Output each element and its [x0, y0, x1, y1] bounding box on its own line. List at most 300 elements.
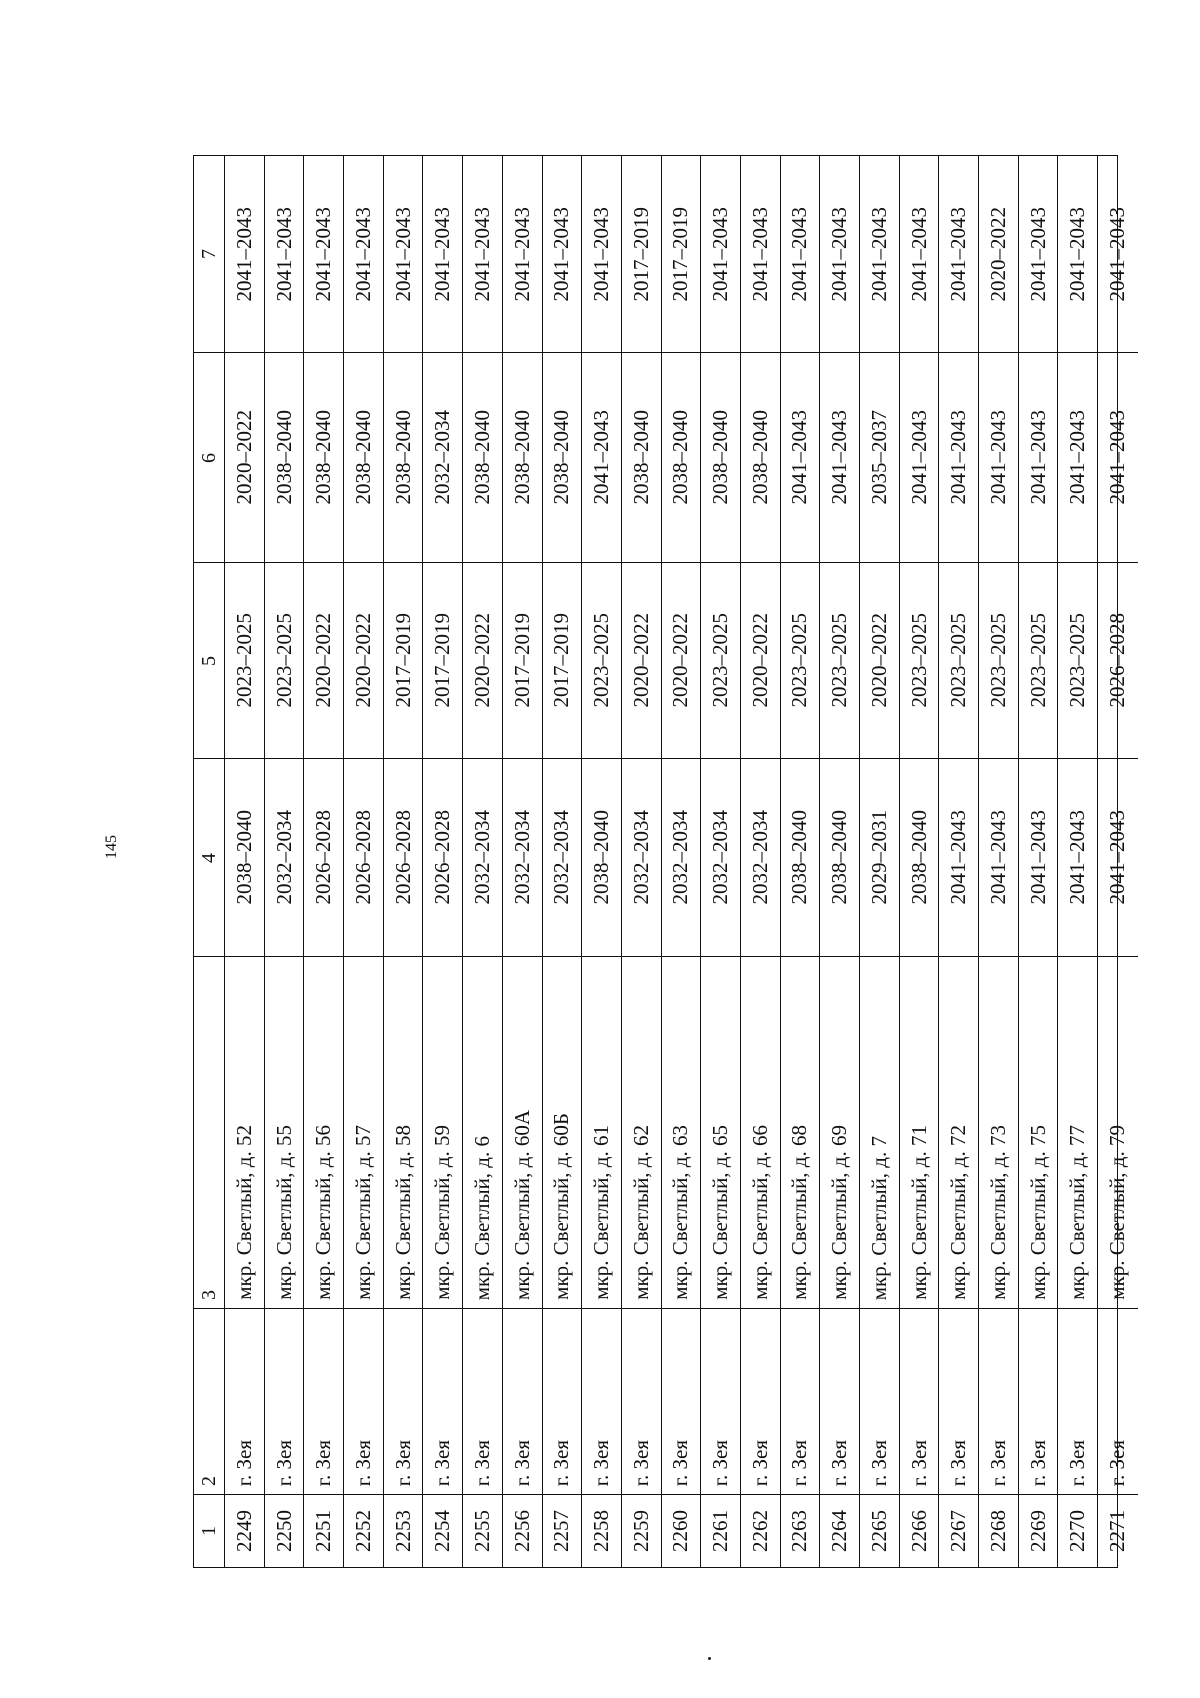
scan-dot: [708, 1657, 711, 1660]
table-row: [662, 156, 702, 1567]
cell-text-period-4: 2032–2034: [747, 810, 772, 905]
cell-text-period-5: 2023–2025: [708, 613, 733, 708]
cell-text-period-5: 2023–2025: [231, 613, 256, 708]
header-cell-period-7: [194, 156, 224, 353]
cell-period-7: [979, 156, 1018, 353]
cell-text-address: мкр. Светлый, д. 75: [1025, 1125, 1050, 1300]
cell-text-period-4: 2041–2043: [1065, 810, 1090, 905]
cell-row-number: [463, 1495, 502, 1567]
header-cell-address: [194, 957, 224, 1309]
cell-period-6: [304, 353, 343, 563]
cell-period-4: [265, 759, 304, 957]
cell-period-7: [820, 156, 859, 353]
cell-period-5: [979, 563, 1018, 759]
cell-period-4: [304, 759, 343, 957]
cell-text-period-7: 2041–2043: [350, 206, 375, 302]
cell-city: [344, 1309, 383, 1495]
cell-period-5: [503, 563, 542, 759]
cell-period-5: [304, 563, 343, 759]
cell-period-7: [503, 156, 542, 353]
cell-text-address: мкр. Светлый, д. 77: [1065, 1125, 1090, 1300]
cell-text-period-4: 2038–2040: [231, 810, 256, 905]
cell-text-row-number: 2265: [866, 1510, 891, 1552]
cell-address: [265, 957, 304, 1309]
cell-row-number: [860, 1495, 899, 1567]
cell-period-6: [820, 353, 859, 563]
table-row: [622, 156, 662, 1567]
cell-period-6: [939, 353, 978, 563]
cell-text-period-5: 2026–2028: [1105, 613, 1130, 708]
cell-text-row-number: 2251: [311, 1510, 336, 1552]
cell-period-4: [423, 759, 462, 957]
cell-city: [1098, 1309, 1138, 1495]
cell-address: [741, 957, 780, 1309]
cell-text-address: мкр. Светлый, д. 62: [628, 1125, 653, 1300]
header-cell-period-5: [194, 563, 224, 759]
cell-period-7: [741, 156, 780, 353]
cell-address: [860, 957, 899, 1309]
table-row: [860, 156, 900, 1567]
cell-text-period-5: 2023–2025: [906, 613, 931, 708]
cell-text-period-4: 2032–2034: [628, 810, 653, 905]
cell-text-period-7: 2041–2043: [1065, 206, 1090, 302]
cell-text-city: г. Зея: [231, 1439, 256, 1486]
cell-text-period-5: 2017–2019: [549, 613, 574, 708]
cell-period-5: [900, 563, 939, 759]
cell-text-period-4: 2026–2028: [350, 810, 375, 905]
cell-text-city: г. Зея: [668, 1439, 693, 1486]
cell-period-6: [701, 353, 740, 563]
cell-period-4: [979, 759, 1018, 957]
cell-text-row-number: 2262: [747, 1510, 772, 1552]
cell-city: [820, 1309, 859, 1495]
table-row: [939, 156, 979, 1567]
cell-address: [781, 957, 820, 1309]
cell-text-period-6: 2020–2022: [231, 410, 256, 505]
cell-text-city: г. Зея: [430, 1439, 455, 1486]
cell-address: [582, 957, 621, 1309]
header-cell-period-4: [194, 759, 224, 957]
cell-text-address: мкр. Светлый, д. 52: [231, 1125, 256, 1300]
cell-text-period-4: 2032–2034: [708, 810, 733, 905]
cell-period-5: [1098, 563, 1138, 759]
cell-address: [1058, 957, 1097, 1309]
cell-period-5: [939, 563, 978, 759]
cell-text-period-6: 2041–2043: [1025, 410, 1050, 505]
cell-period-6: [265, 353, 304, 563]
cell-text-city: г. Зея: [1105, 1439, 1130, 1486]
cell-text-row-number: 2249: [231, 1510, 256, 1552]
cell-period-6: [1058, 353, 1097, 563]
cell-text-row-number: 2254: [430, 1510, 455, 1552]
cell-row-number: [304, 1495, 343, 1567]
cell-text-row-number: 2252: [350, 1510, 375, 1552]
cell-text-city: г. Зея: [628, 1439, 653, 1486]
cell-city: [304, 1309, 343, 1495]
cell-text-city: г. Зея: [271, 1439, 296, 1486]
page-number: 145: [103, 835, 120, 859]
cell-text-city: г. Зея: [469, 1439, 494, 1486]
table-row: [900, 156, 940, 1567]
cell-period-4: [543, 759, 582, 957]
cell-period-4: [1098, 759, 1138, 957]
cell-city: [265, 1309, 304, 1495]
table-row: [979, 156, 1019, 1567]
cell-text-period-7: 2041–2043: [1105, 206, 1130, 302]
cell-row-number: [503, 1495, 542, 1567]
cell-text-period-7: 2017–2019: [628, 206, 653, 302]
cell-period-7: [423, 156, 462, 353]
cell-text-period-4: 2041–2043: [946, 810, 971, 905]
cell-text-period-4: 2032–2034: [549, 810, 574, 905]
cell-row-number: [543, 1495, 582, 1567]
table-row: [741, 156, 781, 1567]
cell-period-7: [781, 156, 820, 353]
cell-text-period-4: 2029–2031: [866, 810, 891, 905]
cell-text-period-6: 2038–2040: [390, 410, 415, 505]
cell-row-number: [979, 1495, 1018, 1567]
cell-period-4: [384, 759, 423, 957]
cell-address: [543, 957, 582, 1309]
cell-period-4: [622, 759, 661, 957]
cell-text-address: мкр. Светлый, д. 73: [985, 1125, 1010, 1300]
cell-text-period-6: 2038–2040: [509, 410, 534, 505]
cell-text-period-6: 2041–2043: [827, 410, 852, 505]
header-text-period-6: 6: [198, 452, 220, 463]
cell-text-period-7: 2041–2043: [390, 206, 415, 302]
cell-text-row-number: 2259: [628, 1510, 653, 1552]
cell-row-number: [622, 1495, 661, 1567]
cell-text-row-number: 2256: [509, 1510, 534, 1552]
cell-text-period-6: 2041–2043: [906, 410, 931, 505]
cell-text-period-6: 2041–2043: [946, 410, 971, 505]
cell-text-row-number: 2270: [1065, 1510, 1090, 1552]
cell-text-address: мкр. Светлый, д. 58: [390, 1125, 415, 1300]
cell-city: [662, 1309, 701, 1495]
cell-text-period-5: 2017–2019: [509, 613, 534, 708]
cell-period-4: [463, 759, 502, 957]
cell-text-period-4: 2026–2028: [390, 810, 415, 905]
cell-text-city: г. Зея: [906, 1439, 931, 1486]
cell-period-4: [582, 759, 621, 957]
cell-text-row-number: 2266: [906, 1510, 931, 1552]
cell-text-period-5: 2020–2022: [469, 613, 494, 708]
cell-address: [979, 957, 1018, 1309]
table-row: [344, 156, 384, 1567]
cell-period-7: [582, 156, 621, 353]
cell-text-row-number: 2253: [390, 1510, 415, 1552]
table-row: [582, 156, 622, 1567]
cell-text-period-5: 2017–2019: [390, 613, 415, 708]
cell-text-row-number: 2267: [946, 1510, 971, 1552]
cell-text-row-number: 2271: [1105, 1510, 1130, 1552]
cell-row-number: [1098, 1495, 1138, 1567]
table-row: [304, 156, 344, 1567]
cell-text-city: г. Зея: [509, 1439, 534, 1486]
cell-text-period-7: 2041–2043: [906, 206, 931, 302]
table-row: [1019, 156, 1059, 1567]
cell-text-period-7: 2041–2043: [509, 206, 534, 302]
cell-address: [622, 957, 661, 1309]
cell-period-5: [384, 563, 423, 759]
header-text-period-5: 5: [198, 655, 220, 666]
cell-city: [503, 1309, 542, 1495]
cell-text-period-5: 2017–2019: [430, 613, 455, 708]
cell-text-period-5: 2023–2025: [946, 613, 971, 708]
cell-text-period-6: 2038–2040: [628, 410, 653, 505]
cell-period-6: [662, 353, 701, 563]
cell-period-7: [384, 156, 423, 353]
cell-text-address: мкр. Светлый, д. 7: [866, 1135, 891, 1300]
cell-text-city: г. Зея: [866, 1439, 891, 1486]
cell-address: [1098, 957, 1138, 1309]
cell-text-address: мкр. Светлый, д. 72: [946, 1125, 971, 1300]
table-row: [423, 156, 463, 1567]
cell-text-period-5: 2020–2022: [311, 613, 336, 708]
cell-text-address: мкр. Светлый, д. 69: [827, 1125, 852, 1300]
cell-text-period-5: 2023–2025: [827, 613, 852, 708]
cell-text-period-4: 2038–2040: [827, 810, 852, 905]
cell-period-4: [701, 759, 740, 957]
cell-text-city: г. Зея: [390, 1439, 415, 1486]
cell-text-period-6: 2038–2040: [708, 410, 733, 505]
cell-address: [463, 957, 502, 1309]
cell-text-address: мкр. Светлый, д. 59: [430, 1125, 455, 1300]
cell-text-row-number: 2250: [271, 1510, 296, 1552]
header-cell-row-number: [194, 1495, 224, 1567]
cell-text-address: мкр. Светлый, д. 66: [747, 1125, 772, 1300]
cell-text-period-6: 2038–2040: [549, 410, 574, 505]
cell-row-number: [582, 1495, 621, 1567]
cell-period-5: [662, 563, 701, 759]
cell-text-period-6: 2041–2043: [985, 410, 1010, 505]
cell-period-6: [1019, 353, 1058, 563]
cell-period-5: [423, 563, 462, 759]
cell-text-period-5: 2023–2025: [787, 613, 812, 708]
cell-text-address: мкр. Светлый, д. 71: [906, 1125, 931, 1300]
cell-text-period-6: 2038–2040: [469, 410, 494, 505]
cell-city: [225, 1309, 264, 1495]
cell-city: [741, 1309, 780, 1495]
cell-city: [1058, 1309, 1097, 1495]
header-text-period-7: 7: [198, 249, 220, 259]
cell-text-period-7: 2041–2043: [787, 206, 812, 302]
cell-text-address: мкр. Светлый, д. 6: [469, 1135, 494, 1300]
cell-period-7: [225, 156, 264, 353]
cell-text-period-7: 2041–2043: [946, 206, 971, 302]
header-text-period-4: 4: [198, 852, 220, 863]
cell-period-5: [1058, 563, 1097, 759]
cell-text-address: мкр. Светлый, д. 65: [708, 1125, 733, 1300]
cell-text-period-5: 2020–2022: [668, 613, 693, 708]
cell-text-city: г. Зея: [1065, 1439, 1090, 1486]
cell-period-6: [463, 353, 502, 563]
cell-period-7: [1058, 156, 1097, 353]
cell-text-period-4: 2038–2040: [787, 810, 812, 905]
cell-text-period-7: 2041–2043: [708, 206, 733, 302]
cell-period-5: [225, 563, 264, 759]
cell-text-row-number: 2263: [787, 1510, 812, 1552]
cell-text-city: г. Зея: [350, 1439, 375, 1486]
cell-row-number: [900, 1495, 939, 1567]
cell-period-4: [939, 759, 978, 957]
cell-row-number: [741, 1495, 780, 1567]
cell-period-4: [1058, 759, 1097, 957]
cell-row-number: [781, 1495, 820, 1567]
cell-city: [860, 1309, 899, 1495]
cell-period-6: [543, 353, 582, 563]
cell-period-5: [582, 563, 621, 759]
cell-text-address: мкр. Светлый, д. 68: [787, 1125, 812, 1300]
cell-text-city: г. Зея: [946, 1439, 971, 1486]
cell-row-number: [662, 1495, 701, 1567]
cell-period-6: [582, 353, 621, 563]
cell-text-period-4: 2026–2028: [311, 810, 336, 905]
table-row: [1098, 156, 1138, 1567]
table-row: [543, 156, 583, 1567]
cell-text-row-number: 2255: [469, 1510, 494, 1552]
cell-address: [344, 957, 383, 1309]
table-row: [225, 156, 265, 1567]
table-row: [1058, 156, 1098, 1567]
cell-row-number: [225, 1495, 264, 1567]
cell-period-5: [543, 563, 582, 759]
cell-text-period-5: 2020–2022: [350, 613, 375, 708]
cell-period-5: [1019, 563, 1058, 759]
cell-text-period-7: 2041–2043: [747, 206, 772, 302]
table-row: [265, 156, 305, 1567]
header-cell-city: [194, 1309, 224, 1495]
cell-period-5: [741, 563, 780, 759]
cell-address: [1019, 957, 1058, 1309]
cell-text-period-6: 2038–2040: [668, 410, 693, 505]
cell-row-number: [701, 1495, 740, 1567]
cell-text-period-6: 2041–2043: [787, 410, 812, 505]
cell-period-5: [463, 563, 502, 759]
cell-period-4: [781, 759, 820, 957]
cell-period-5: [622, 563, 661, 759]
table-row: [820, 156, 860, 1567]
cell-period-4: [503, 759, 542, 957]
cell-text-row-number: 2258: [589, 1510, 614, 1552]
cell-address: [225, 957, 264, 1309]
cell-period-7: [1019, 156, 1058, 353]
table-row: [701, 156, 741, 1567]
cell-period-4: [662, 759, 701, 957]
cell-text-address: мкр. Светлый, д. 63: [668, 1125, 693, 1300]
table-row: [463, 156, 503, 1567]
cell-address: [820, 957, 859, 1309]
cell-text-address: мкр. Светлый, д. 60А: [509, 1110, 534, 1300]
cell-address: [900, 957, 939, 1309]
cell-text-address: мкр. Светлый, д. 61: [589, 1125, 614, 1300]
cell-text-period-6: 2035–2037: [866, 410, 891, 505]
cell-text-period-6: 2041–2043: [589, 410, 614, 505]
cell-text-period-7: 2041–2043: [231, 206, 256, 302]
cell-text-period-7: 2041–2043: [469, 206, 494, 302]
cell-city: [423, 1309, 462, 1495]
cell-text-row-number: 2268: [985, 1510, 1010, 1552]
cell-text-period-7: 2041–2043: [430, 206, 455, 302]
cell-address: [939, 957, 978, 1309]
cell-period-7: [304, 156, 343, 353]
cell-text-period-6: 2038–2040: [747, 410, 772, 505]
cell-address: [423, 957, 462, 1309]
cell-text-period-4: 2041–2043: [1105, 810, 1130, 905]
cell-text-period-4: 2032–2034: [469, 810, 494, 905]
cell-row-number: [265, 1495, 304, 1567]
cell-city: [622, 1309, 661, 1495]
cell-city: [384, 1309, 423, 1495]
cell-period-5: [344, 563, 383, 759]
cell-text-period-5: 2020–2022: [747, 613, 772, 708]
cell-period-7: [265, 156, 304, 353]
cell-text-period-4: 2038–2040: [589, 810, 614, 905]
cell-period-7: [463, 156, 502, 353]
cell-period-7: [1098, 156, 1138, 353]
cell-text-period-4: 2041–2043: [985, 810, 1010, 905]
header-cell-period-6: [194, 353, 224, 563]
cell-text-period-6: 2038–2040: [271, 410, 296, 505]
cell-text-row-number: 2264: [827, 1510, 852, 1552]
cell-city: [781, 1309, 820, 1495]
cell-period-6: [344, 353, 383, 563]
table-header-row: [194, 156, 225, 1567]
cell-text-period-5: 2023–2025: [1025, 613, 1050, 708]
cell-period-6: [622, 353, 661, 563]
cell-row-number: [384, 1495, 423, 1567]
cell-text-period-4: 2041–2043: [1025, 810, 1050, 905]
cell-period-5: [820, 563, 859, 759]
cell-period-6: [741, 353, 780, 563]
cell-row-number: [939, 1495, 978, 1567]
cell-period-5: [781, 563, 820, 759]
cell-period-7: [344, 156, 383, 353]
cell-period-7: [701, 156, 740, 353]
cell-period-5: [265, 563, 304, 759]
cell-row-number: [423, 1495, 462, 1567]
cell-address: [701, 957, 740, 1309]
cell-text-period-7: 2041–2043: [1025, 206, 1050, 302]
cell-row-number: [344, 1495, 383, 1567]
cell-city: [979, 1309, 1018, 1495]
cell-text-period-5: 2023–2025: [271, 613, 296, 708]
cell-city: [463, 1309, 502, 1495]
cell-period-7: [900, 156, 939, 353]
table-row: [384, 156, 424, 1567]
cell-period-7: [662, 156, 701, 353]
cell-period-6: [1098, 353, 1138, 563]
cell-address: [304, 957, 343, 1309]
cell-city: [543, 1309, 582, 1495]
cell-text-address: мкр. Светлый, д. 79: [1105, 1125, 1130, 1300]
cell-text-address: мкр. Светлый, д. 60Б: [549, 1113, 574, 1300]
cell-period-5: [701, 563, 740, 759]
cell-city: [939, 1309, 978, 1495]
cell-text-period-6: 2032–2034: [430, 410, 455, 505]
cell-text-address: мкр. Светлый, д. 56: [311, 1125, 336, 1300]
cell-text-period-4: 2038–2040: [906, 810, 931, 905]
table-row: [781, 156, 821, 1567]
cell-period-6: [503, 353, 542, 563]
cell-row-number: [1058, 1495, 1097, 1567]
cell-text-city: г. Зея: [589, 1439, 614, 1486]
cell-period-4: [900, 759, 939, 957]
cell-period-6: [900, 353, 939, 563]
cell-text-period-7: 2041–2043: [827, 206, 852, 302]
cell-text-city: г. Зея: [1025, 1439, 1050, 1486]
cell-text-period-7: 2041–2043: [589, 206, 614, 302]
